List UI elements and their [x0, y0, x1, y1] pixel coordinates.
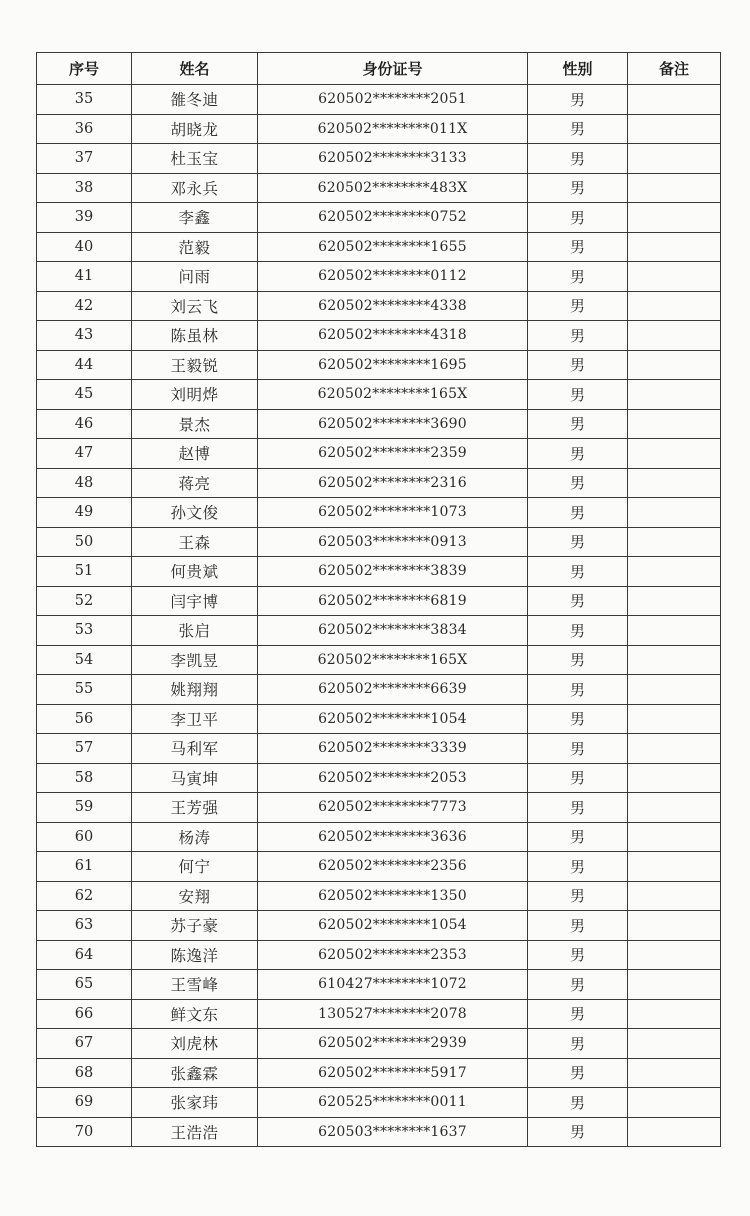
cell-gender: 男: [528, 144, 628, 174]
cell-seq: 52: [37, 586, 132, 616]
cell-gender: 男: [528, 291, 628, 321]
cell-remarks: [628, 1088, 721, 1118]
cell-remarks: [628, 203, 721, 233]
cell-name: 刘云飞: [132, 291, 258, 321]
table-header: [37, 53, 721, 85]
table-row: [37, 881, 721, 911]
table-row: [37, 85, 721, 115]
cell-seq: 35: [37, 85, 132, 115]
cell-id-number: 620502********6819: [258, 586, 528, 616]
cell-name: 王芳强: [132, 793, 258, 823]
table-row: [37, 999, 721, 1029]
cell-seq: 51: [37, 557, 132, 587]
cell-gender: 男: [528, 1117, 628, 1147]
cell-name: 杨涛: [132, 822, 258, 852]
cell-remarks: [628, 321, 721, 351]
table-row: [37, 468, 721, 498]
cell-gender: 男: [528, 262, 628, 292]
cell-seq: 47: [37, 439, 132, 469]
cell-seq: 42: [37, 291, 132, 321]
table-row: [37, 203, 721, 233]
table-row: [37, 675, 721, 705]
cell-gender: 男: [528, 616, 628, 646]
cell-seq: 59: [37, 793, 132, 823]
cell-name: 苏子豪: [132, 911, 258, 941]
cell-remarks: [628, 85, 721, 115]
table-row: [37, 498, 721, 528]
cell-remarks: [628, 704, 721, 734]
cell-name: 李凯昱: [132, 645, 258, 675]
cell-name: 蒋亮: [132, 468, 258, 498]
table-row: [37, 350, 721, 380]
table-row: [37, 321, 721, 351]
table-row: [37, 1117, 721, 1147]
cell-name: 刘明烨: [132, 380, 258, 410]
cell-gender: 男: [528, 232, 628, 262]
roster-table: [36, 52, 721, 1147]
cell-id-number: 620502********1655: [258, 232, 528, 262]
cell-remarks: [628, 734, 721, 764]
cell-seq: 64: [37, 940, 132, 970]
cell-gender: 男: [528, 940, 628, 970]
cell-id-number: 620502********011X: [258, 114, 528, 144]
table-row: [37, 911, 721, 941]
cell-name: 赵博: [132, 439, 258, 469]
cell-gender: 男: [528, 1058, 628, 1088]
cell-gender: 男: [528, 114, 628, 144]
cell-seq: 53: [37, 616, 132, 646]
cell-seq: 49: [37, 498, 132, 528]
cell-seq: 67: [37, 1029, 132, 1059]
cell-id-number: 620502********3339: [258, 734, 528, 764]
table-row: [37, 380, 721, 410]
cell-gender: 男: [528, 675, 628, 705]
cell-gender: 男: [528, 468, 628, 498]
cell-name: 陈逸洋: [132, 940, 258, 970]
cell-id-number: 620502********2053: [258, 763, 528, 793]
table-row: [37, 1058, 721, 1088]
table-row: [37, 793, 721, 823]
cell-gender: 男: [528, 409, 628, 439]
table-row: [37, 557, 721, 587]
cell-remarks: [628, 468, 721, 498]
cell-remarks: [628, 881, 721, 911]
cell-remarks: [628, 350, 721, 380]
cell-seq: 58: [37, 763, 132, 793]
table-row: [37, 763, 721, 793]
cell-name: 王毅锐: [132, 350, 258, 380]
cell-id-number: 620502********6639: [258, 675, 528, 705]
cell-id-number: 620525********0011: [258, 1088, 528, 1118]
cell-seq: 50: [37, 527, 132, 557]
cell-remarks: [628, 586, 721, 616]
cell-name: 安翔: [132, 881, 258, 911]
cell-remarks: [628, 822, 721, 852]
header-seq: 序号: [37, 53, 132, 85]
table-row: [37, 704, 721, 734]
cell-remarks: [628, 970, 721, 1000]
table-row: [37, 173, 721, 203]
cell-remarks: [628, 1117, 721, 1147]
cell-gender: 男: [528, 203, 628, 233]
cell-id-number: 620502********165X: [258, 380, 528, 410]
cell-id-number: 620502********0112: [258, 262, 528, 292]
cell-name: 王浩浩: [132, 1117, 258, 1147]
cell-remarks: [628, 999, 721, 1029]
cell-remarks: [628, 262, 721, 292]
cell-gender: 男: [528, 527, 628, 557]
cell-name: 张家玮: [132, 1088, 258, 1118]
cell-seq: 62: [37, 881, 132, 911]
cell-gender: 男: [528, 586, 628, 616]
cell-id-number: 620502********3690: [258, 409, 528, 439]
cell-remarks: [628, 675, 721, 705]
cell-name: 鲜文东: [132, 999, 258, 1029]
cell-id-number: 620502********1695: [258, 350, 528, 380]
cell-id-number: 620502********3834: [258, 616, 528, 646]
cell-name: 雒冬迪: [132, 85, 258, 115]
table-row: [37, 232, 721, 262]
table-row: [37, 291, 721, 321]
header-row: [37, 53, 721, 85]
cell-name: 马利军: [132, 734, 258, 764]
cell-name: 何贵斌: [132, 557, 258, 587]
cell-seq: 45: [37, 380, 132, 410]
cell-name: 景杰: [132, 409, 258, 439]
cell-seq: 54: [37, 645, 132, 675]
cell-seq: 38: [37, 173, 132, 203]
cell-name: 邓永兵: [132, 173, 258, 203]
cell-name: 姚翔翔: [132, 675, 258, 705]
cell-gender: 男: [528, 793, 628, 823]
cell-remarks: [628, 409, 721, 439]
cell-name: 马寅坤: [132, 763, 258, 793]
cell-gender: 男: [528, 1029, 628, 1059]
header-name: 姓名: [132, 53, 258, 85]
cell-gender: 男: [528, 350, 628, 380]
cell-seq: 41: [37, 262, 132, 292]
table-row: [37, 586, 721, 616]
cell-remarks: [628, 439, 721, 469]
cell-remarks: [628, 291, 721, 321]
cell-name: 范毅: [132, 232, 258, 262]
cell-remarks: [628, 114, 721, 144]
cell-seq: 40: [37, 232, 132, 262]
table-row: [37, 144, 721, 174]
cell-name: 王森: [132, 527, 258, 557]
table-row: [37, 409, 721, 439]
cell-remarks: [628, 793, 721, 823]
cell-name: 问雨: [132, 262, 258, 292]
roster-sheet: [36, 52, 720, 1147]
cell-name: 刘虎林: [132, 1029, 258, 1059]
cell-seq: 55: [37, 675, 132, 705]
header-gender: 性别: [528, 53, 628, 85]
cell-gender: 男: [528, 970, 628, 1000]
cell-id-number: 620502********2353: [258, 940, 528, 970]
cell-id-number: 620502********1054: [258, 704, 528, 734]
cell-id-number: 620502********2359: [258, 439, 528, 469]
cell-id-number: 620503********0913: [258, 527, 528, 557]
cell-seq: 37: [37, 144, 132, 174]
cell-remarks: [628, 232, 721, 262]
cell-gender: 男: [528, 439, 628, 469]
cell-id-number: 620502********1350: [258, 881, 528, 911]
cell-gender: 男: [528, 734, 628, 764]
cell-id-number: 620502********4318: [258, 321, 528, 351]
cell-id-number: 620502********3839: [258, 557, 528, 587]
cell-id-number: 620502********2939: [258, 1029, 528, 1059]
cell-gender: 男: [528, 704, 628, 734]
cell-remarks: [628, 557, 721, 587]
cell-gender: 男: [528, 173, 628, 203]
cell-gender: 男: [528, 321, 628, 351]
header-remarks: 备注: [628, 53, 721, 85]
cell-id-number: 620503********1637: [258, 1117, 528, 1147]
cell-id-number: 620502********3636: [258, 822, 528, 852]
cell-id-number: 620502********1073: [258, 498, 528, 528]
cell-remarks: [628, 645, 721, 675]
cell-remarks: [628, 1058, 721, 1088]
cell-remarks: [628, 498, 721, 528]
cell-remarks: [628, 380, 721, 410]
table-row: [37, 616, 721, 646]
cell-seq: 43: [37, 321, 132, 351]
table-row: [37, 439, 721, 469]
cell-remarks: [628, 1029, 721, 1059]
cell-id-number: 610427********1072: [258, 970, 528, 1000]
cell-name: 李卫平: [132, 704, 258, 734]
cell-seq: 36: [37, 114, 132, 144]
cell-gender: 男: [528, 1088, 628, 1118]
cell-seq: 70: [37, 1117, 132, 1147]
cell-remarks: [628, 763, 721, 793]
table-row: [37, 1088, 721, 1118]
cell-id-number: 620502********483X: [258, 173, 528, 203]
cell-name: 李鑫: [132, 203, 258, 233]
cell-id-number: 620502********2316: [258, 468, 528, 498]
cell-seq: 56: [37, 704, 132, 734]
cell-name: 王雪峰: [132, 970, 258, 1000]
cell-seq: 66: [37, 999, 132, 1029]
cell-id-number: 620502********4338: [258, 291, 528, 321]
cell-seq: 63: [37, 911, 132, 941]
cell-name: 何宁: [132, 852, 258, 882]
table-row: [37, 1029, 721, 1059]
cell-remarks: [628, 616, 721, 646]
cell-seq: 44: [37, 350, 132, 380]
cell-gender: 男: [528, 822, 628, 852]
cell-gender: 男: [528, 85, 628, 115]
table-row: [37, 645, 721, 675]
cell-remarks: [628, 940, 721, 970]
cell-gender: 男: [528, 557, 628, 587]
cell-id-number: 620502********2051: [258, 85, 528, 115]
table-row: [37, 734, 721, 764]
cell-remarks: [628, 144, 721, 174]
cell-id-number: 620502********1054: [258, 911, 528, 941]
cell-seq: 68: [37, 1058, 132, 1088]
cell-seq: 39: [37, 203, 132, 233]
cell-gender: 男: [528, 999, 628, 1029]
cell-gender: 男: [528, 852, 628, 882]
cell-name: 闫宇博: [132, 586, 258, 616]
cell-id-number: 620502********7773: [258, 793, 528, 823]
cell-id-number: 620502********5917: [258, 1058, 528, 1088]
cell-remarks: [628, 527, 721, 557]
table-row: [37, 970, 721, 1000]
cell-remarks: [628, 911, 721, 941]
cell-id-number: 620502********3133: [258, 144, 528, 174]
header-id-number: 身份证号: [258, 53, 528, 85]
cell-seq: 60: [37, 822, 132, 852]
cell-seq: 57: [37, 734, 132, 764]
cell-gender: 男: [528, 881, 628, 911]
table-row: [37, 527, 721, 557]
cell-name: 张鑫霖: [132, 1058, 258, 1088]
cell-gender: 男: [528, 911, 628, 941]
cell-gender: 男: [528, 380, 628, 410]
cell-id-number: 130527********2078: [258, 999, 528, 1029]
cell-remarks: [628, 173, 721, 203]
table-row: [37, 262, 721, 292]
table-row: [37, 114, 721, 144]
cell-name: 杜玉宝: [132, 144, 258, 174]
cell-remarks: [628, 852, 721, 882]
cell-name: 陈虽林: [132, 321, 258, 351]
cell-id-number: 620502********2356: [258, 852, 528, 882]
cell-id-number: 620502********165X: [258, 645, 528, 675]
cell-seq: 46: [37, 409, 132, 439]
cell-seq: 69: [37, 1088, 132, 1118]
table-row: [37, 822, 721, 852]
cell-id-number: 620502********0752: [258, 203, 528, 233]
cell-gender: 男: [528, 763, 628, 793]
cell-name: 胡晓龙: [132, 114, 258, 144]
cell-gender: 男: [528, 498, 628, 528]
table-body: [37, 85, 721, 1147]
cell-seq: 65: [37, 970, 132, 1000]
table-row: [37, 852, 721, 882]
cell-seq: 48: [37, 468, 132, 498]
cell-gender: 男: [528, 645, 628, 675]
cell-name: 孙文俊: [132, 498, 258, 528]
cell-name: 张启: [132, 616, 258, 646]
cell-seq: 61: [37, 852, 132, 882]
table-row: [37, 940, 721, 970]
